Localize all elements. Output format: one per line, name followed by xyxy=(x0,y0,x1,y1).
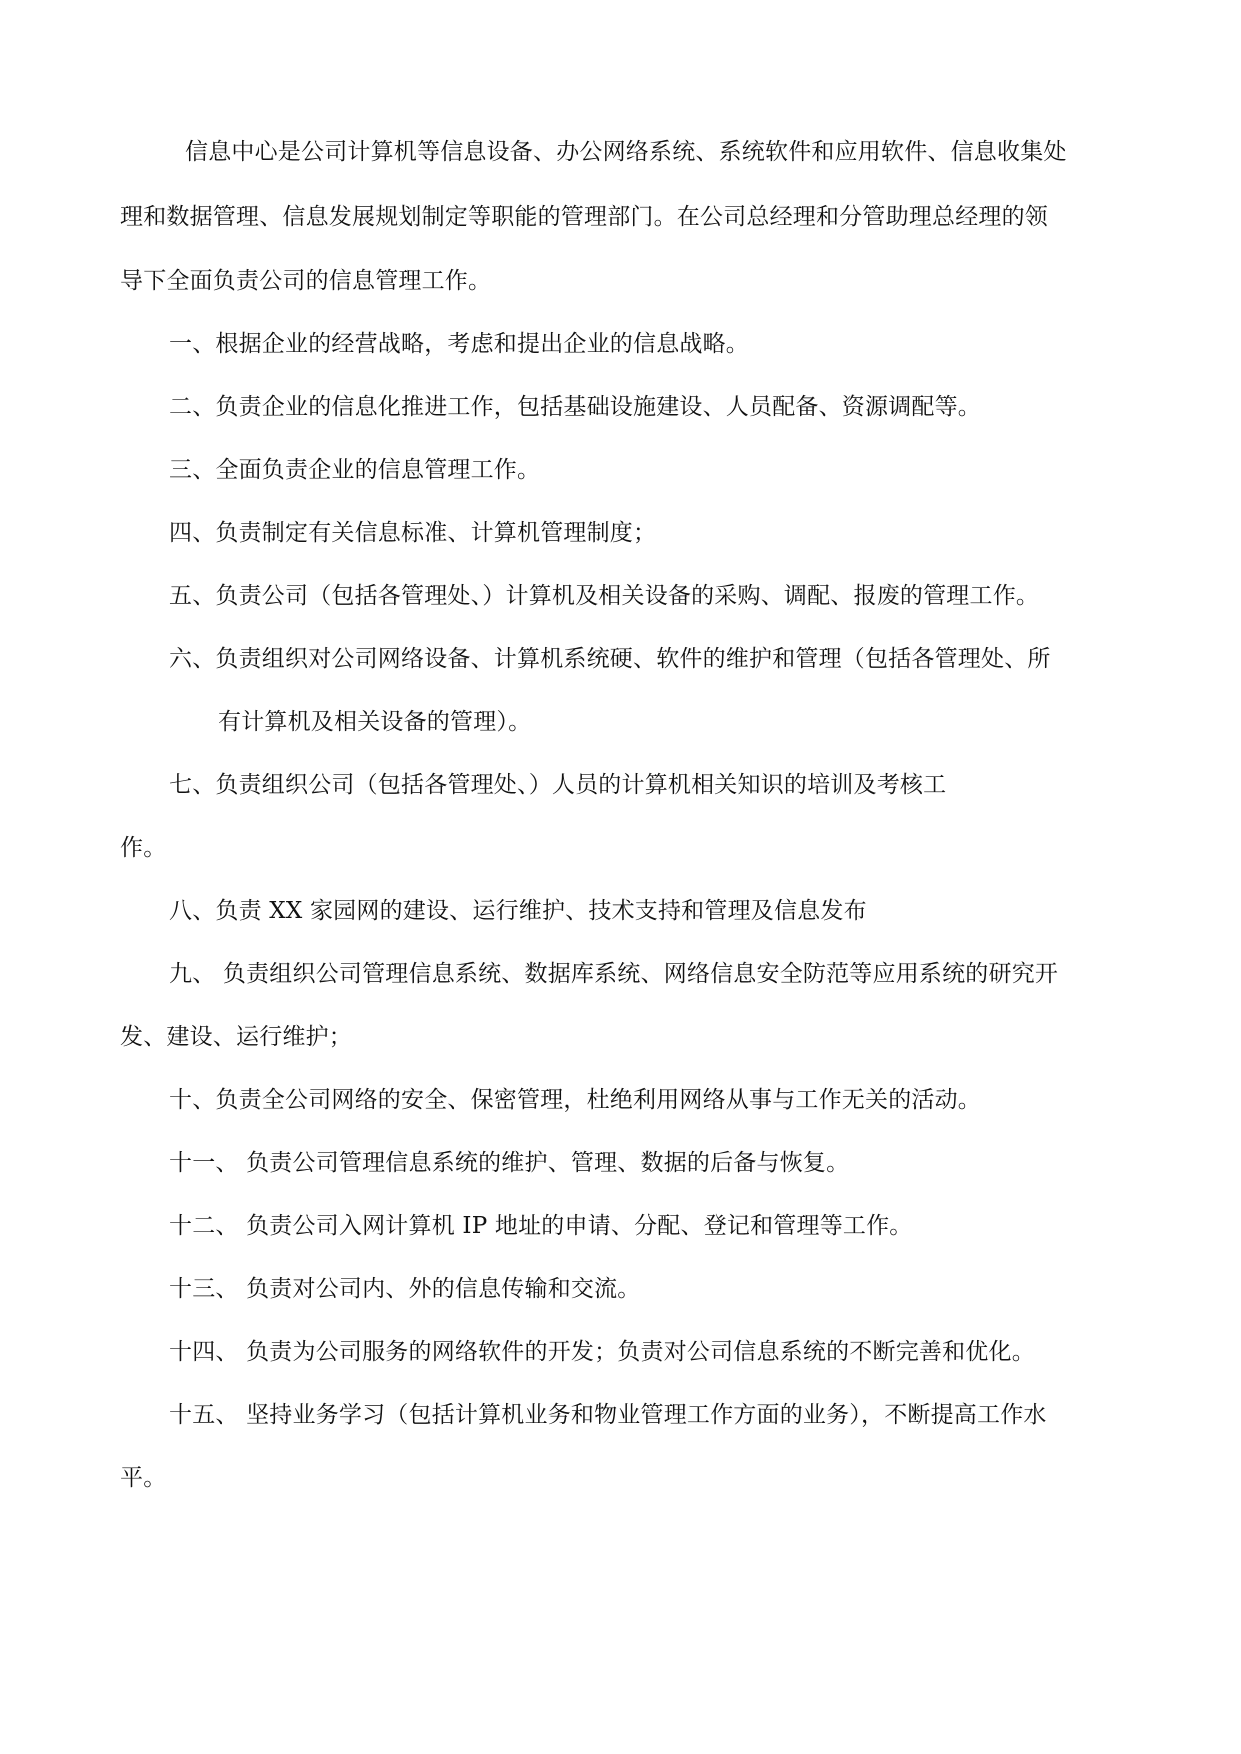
list-item-11: 十一、 负责公司管理信息系统的维护、管理、数据的后备与恢复。 xyxy=(169,1150,850,1176)
list-item-7-line-1: 七、负责组织公司（包括各管理处、）人员的计算机相关知识的培训及考核工 xyxy=(169,772,947,798)
list-item-13: 十三、 负责对公司内、外的信息传输和交流。 xyxy=(169,1276,641,1302)
list-item-12: 十二、 负责公司入网计算机 IP 地址的申请、分配、登记和管理等工作。 xyxy=(169,1213,913,1239)
list-item-6-line-1: 六、负责组织对公司网络设备、计算机系统硬、软件的维护和管理（包括各管理处、所 xyxy=(169,646,1051,672)
list-item-7-line-2: 作。 xyxy=(120,835,167,861)
list-item-9-line-2: 发、建设、运行维护； xyxy=(120,1024,352,1050)
list-item-8: 八、负责 XX 家园网的建设、运行维护、技术支持和管理及信息发布 xyxy=(169,898,867,924)
list-item-3: 三、全面负责企业的信息管理工作。 xyxy=(169,457,541,483)
list-item-1: 一、根据企业的经营战略，考虑和提出企业的信息战略。 xyxy=(169,331,749,357)
list-item-5: 五、负责公司（包括各管理处、）计算机及相关设备的采购、调配、报废的管理工作。 xyxy=(169,583,1040,609)
intro-line-1: 信息中心是公司计算机等信息设备、办公网络系统、系统软件和应用软件、信息收集处 xyxy=(185,139,1067,165)
intro-line-2: 理和数据管理、信息发展规划制定等职能的管理部门。在公司总经理和分管助理总经理的领 xyxy=(120,204,1048,230)
list-item-15-line-1: 十五、 坚持业务学习（包括计算机业务和物业管理工作方面的业务），不断提高工作水 xyxy=(169,1402,1047,1428)
list-item-4: 四、负责制定有关信息标准、计算机管理制度； xyxy=(169,520,657,546)
list-item-15-line-2: 平。 xyxy=(120,1465,167,1491)
list-item-9-line-1: 九、 负责组织公司管理信息系统、数据库系统、网络信息安全防范等应用系统的研究开 xyxy=(169,961,1059,987)
list-item-14: 十四、 负责为公司服务的网络软件的开发；负责对公司信息系统的不断完善和优化。 xyxy=(169,1339,1035,1365)
list-item-2: 二、负责企业的信息化推进工作，包括基础设施建设、人员配备、资源调配等。 xyxy=(169,394,981,420)
list-item-10: 十、负责全公司网络的安全、保密管理，杜绝利用网络从事与工作无关的活动。 xyxy=(169,1087,981,1113)
list-item-6-line-2: 有计算机及相关设备的管理）。 xyxy=(218,709,532,735)
intro-line-3: 导下全面负责公司的信息管理工作。 xyxy=(120,268,492,294)
